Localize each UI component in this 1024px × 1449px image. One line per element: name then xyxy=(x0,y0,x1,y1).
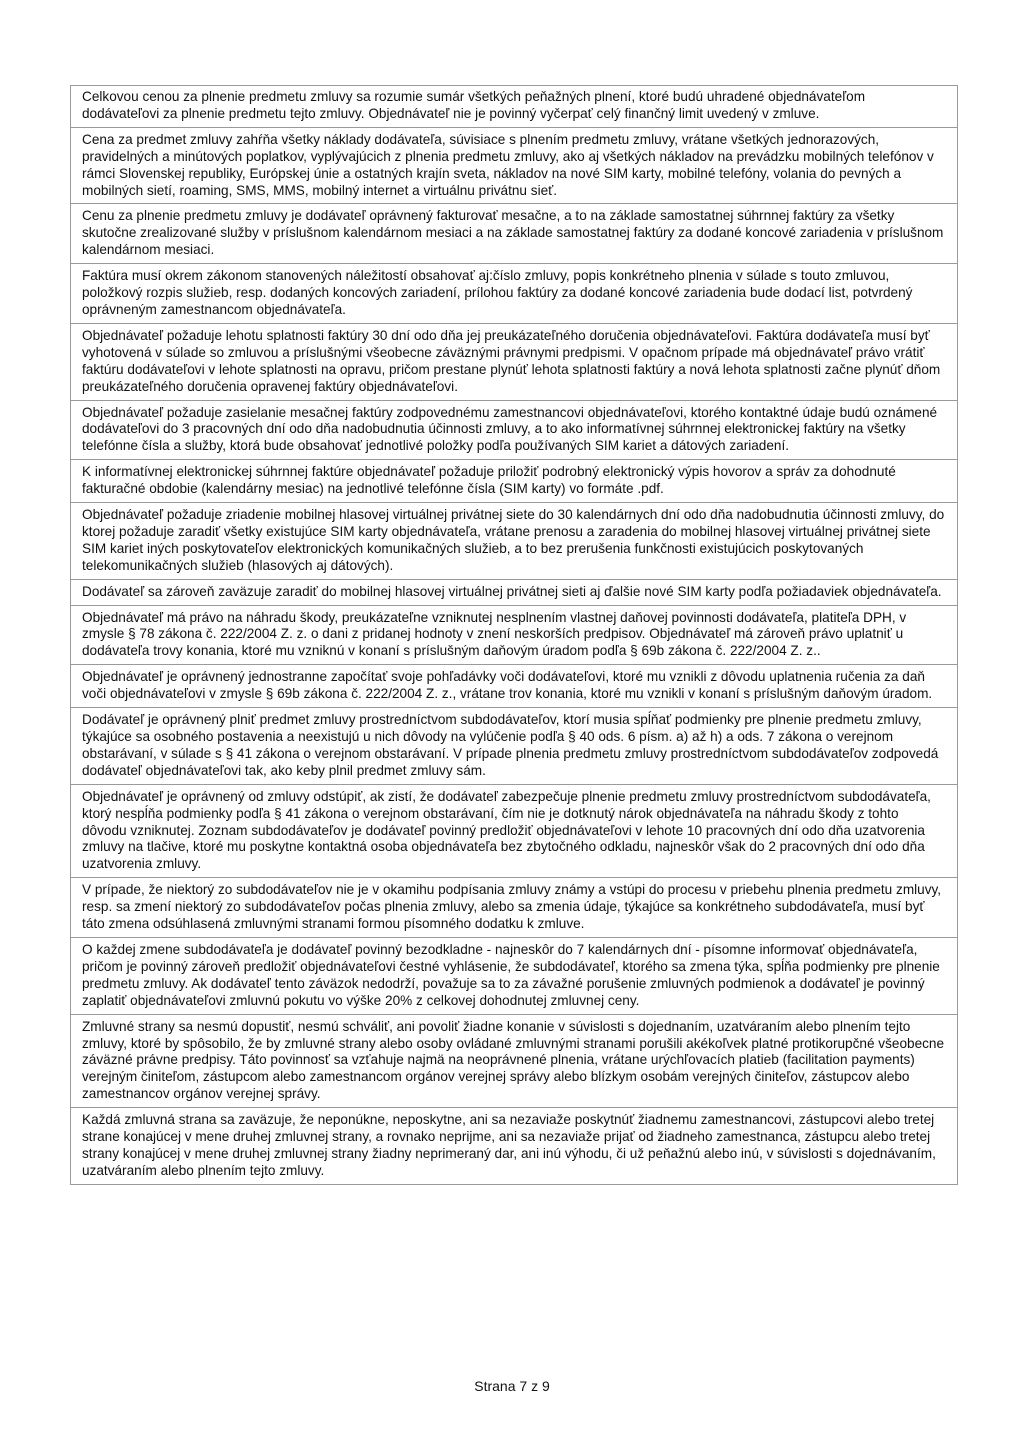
clause-cell: Dodávateľ je oprávnený plniť predmet zmluvy prostredníctvom subdodávateľov, ktorí musia spĺňať podmienky pre plnenie predmetu zmluvy, týkajúce sa osobného postavenia a neexistujú u nich dôvody na vylúčenie podľa § 40 ods. 6 písm. a) až h) a ods. 7 zákona o verejnom obstarávaní, v súlade s § 41 zákona o verejnom obstarávaní. V prípade plnenia predmetu zmluvy prostredníctvom subdodávateľov zodpovedá dodávateľ objednávateľovi tak, ako keby plnil predmet zmluvy sám. xyxy=(71,707,957,784)
clause-cell: Faktúra musí okrem zákonom stanovených náležitostí obsahovať aj:číslo zmluvy, popis konkrétneho plnenia v súlade s touto zmluvou, položkový rozpis služieb, resp. dodaných koncových zariadení, prílohou faktúry za dodané koncové zariadenia bude dodací list, potvrdený oprávneným zamestnancom objednávateľa. xyxy=(71,263,957,323)
clause-cell: Cena za predmet zmluvy zahŕňa všetky náklady dodávateľa, súvisiace s plnením predmetu zmluvy, vrátane všetkých jednorazových, pravidelných a minútových poplatkov, vyplývajúcich z plnenia predmetu zmluvy, ako aj všetkých nákladov na prevádzku mobilných telefónov v rámci Slovenskej republiky, Európskej únie a ostatných krajín sveta, nákladov na nové SIM karty, mobilné telefóny, volania do pevných a mobilných sietí, roaming, SMS, MMS, mobilný internet a virtuálnu privátnu sieť. xyxy=(71,127,957,204)
page-number: Strana 7 z 9 xyxy=(474,1378,550,1394)
clause-cell: K informatívnej elektronickej súhrnnej faktúre objednávateľ požaduje priložiť podrobný elektronický výpis hovorov a správ za dohodnuté fakturačné obdobie (kalendárny mesiac) na jednotlivé telefónne čísla (SIM karty) vo formáte .pdf. xyxy=(71,459,957,502)
clause-cell: Objednávateľ požaduje zasielanie mesačnej faktúry zodpovednému zamestnancovi objednávateľovi, ktorého kontaktné údaje budú oznámené dodávateľovi do 3 pracovných dní odo dňa nadobudnutia účinnosti zmluvy, a to ako informatívnej súhrnnej elektronickej faktúry na všetky telefónne čísla a služby, ktorá bude obsahovať jednotlivé položky podľa používaných SIM kariet a dátových zariadení. xyxy=(71,400,957,460)
clause-cell: Objednávateľ požaduje zriadenie mobilnej hlasovej virtuálnej privátnej siete do 30 kalendárnych dní odo dňa nadobudnutia účinnosti zmluvy, do ktorej požaduje zaradiť všetky existujúce SIM karty objednávateľa, vrátane prenosu a zaradenia do mobilnej hlasovej virtuálnej privátnej siete SIM kariet iných poskytovateľov elektronických komunikačných služieb, a to bez prerušenia funkčnosti existujúcich poskytovaných telekomunikačných služieb (hlasových aj dátových). xyxy=(71,502,957,579)
clause-cell: Celkovou cenou za plnenie predmetu zmluvy sa rozumie sumár všetkých peňažných plnení, ktoré budú uhradené objednávateľom dodávateľovi za plnenie predmetu tejto zmluvy. Objednávateľ nie je povinný vyčerpať celý finančný limit uvedený v zmluve. xyxy=(82,89,866,121)
clause-cell: Objednávateľ má právo na náhradu škody, preukázateľne vzniknutej nesplnením vlastnej daňovej povinnosti dodávateľa, platiteľa DPH, v zmysle § 78 zákona č. 222/2004 Z. z. o dani z pridanej hodnoty v znení neskorších predpisov. Objednávateľ má zároveň právo uplatniť u dodávateľa trovy konania, ktoré mu vzniknú v konaní s príslušným daňovým úradom podľa § 69b zákona č. 222/2004 Z. z.. xyxy=(71,605,957,665)
clause-cell: Cenu za plnenie predmetu zmluvy je dodávateľ oprávnený fakturovať mesačne, a to na základe samostatnej súhrnnej faktúry za všetky skutočne zrealizované služby v príslušnom kalendárnom mesiaci a na základe samostatnej faktúry za dodané koncové zariadenia v príslušnom kalendárnom mesiaci. xyxy=(71,203,957,263)
clause-cell: Zmluvné strany sa nesmú dopustiť, nesmú schváliť, ani povoliť žiadne konanie v súvislosti s dojednaním, uzatváraním alebo plnením tejto zmluvy, ktoré by spôsobilo, že by zmluvné strany alebo osoby ovládané zmluvnými stranami porušili akékoľvek platné protikorupčné všeobecne záväzné právne predpisy. Táto povinnosť sa vzťahuje najmä na neoprávnené plnenia, vrátane urýchľovacích platieb (facilitation payments) verejným činiteľom, zástupcom alebo zamestnancom orgánov verejnej správy alebo blízkym osobám verejných činiteľov, zástupcov alebo zamestnancov orgánov verejnej správy. xyxy=(71,1014,957,1108)
clause-cell: Objednávateľ je oprávnený od zmluvy odstúpiť, ak zistí, že dodávateľ zabezpečuje plnenie predmetu zmluvy prostredníctvom subdodávateľa, ktorý nespĺňa podmienky podľa § 41 zákona o verejnom obstarávaní, čím nie je dotknutý nárok objednávateľa na náhradu škody z tohto dôvodu vzniknutej. Zoznam subdodávateľov je dodávateľ povinný predložiť objednávateľovi v lehote 10 pracovných dní odo dňa uzatvorenia zmluvy na tlačive, ktoré mu poskytne kontaktná osoba objednávateľa bez zbytočného odkladu, najneskôr však do 2 pracovných dní odo dňa uzatvorenia zmluvy. xyxy=(71,784,957,878)
clause-cell: Objednávateľ požaduje lehotu splatnosti faktúry 30 dní odo dňa jej preukázateľného doručenia objednávateľovi. Faktúra dodávateľa musí byť vyhotovená v súlade so zmluvou a príslušnými všeobecne záväznými právnymi predpismi. V opačnom prípade má objednávateľ právo vrátiť faktúru dodávateľovi v lehote splatnosti na opravu, pričom prestane plynúť lehota splatnosti faktúry a nová lehota splatnosti začne plynúť dňom preukázateľného doručenia opravenej faktúry objednávateľovi. xyxy=(71,323,957,400)
clause-cell: Dodávateľ sa zároveň zaväzuje zaradiť do mobilnej hlasovej virtuálnej privátnej sieti aj ďalšie nové SIM karty podľa požiadaviek objednávateľa. xyxy=(71,579,957,605)
clause-cell: V prípade, že niektorý zo subdodávateľov nie je v okamihu podpísania zmluvy známy a vstúpi do procesu v priebehu plnenia predmetu zmluvy, resp. sa zmení niektorý zo subdodávateľov počas plnenia zmluvy, alebo sa zmenia údaje, týkajúce sa konkrétneho subdodávateľa, musí byť táto zmena odsúhlasená zmluvnými stranami formou písomného dodatku k zmluve. xyxy=(71,877,957,937)
clause-cell: O každej zmene subdodávateľa je dodávateľ povinný bezodkladne - najneskôr do 7 kalendárnych dní - písomne informovať objednávateľa, pričom je povinný zároveň predložiť objednávateľovi čestné vyhlásenie, že subdodávateľ, ktorého sa zmena týka, spĺňa podmienky pre plnenie predmetu zmluvy. Ak dodávateľ tento záväzok nedodrží, považuje sa to za závažné porušenie zmluvných podmienok a dodávateľ je povinný zaplatiť objednávateľovi zmluvnú pokutu vo výške 20% z celkovej dohodnutej zmluvnej ceny. xyxy=(71,937,957,1014)
clause-cell: Každá zmluvná strana sa zaväzuje, že neponúkne, neposkytne, ani sa nezaviaže poskytnúť žiadnemu zamestnancovi, zástupcovi alebo tretej strane konajúcej v mene druhej zmluvnej strany, a rovnako neprijme, ani sa nezaviaže prijať od žiadneho zamestnanca, zástupcu alebo tretej strany konajúcej v mene druhej zmluvnej strany žiadny neprimeraný dar, ani inú výhodu, či už peňažnú alebo inú, v súvislosti s dojednávaním, uzatváraním alebo plnením tejto zmluvy. xyxy=(71,1107,957,1184)
clause-cell: Objednávateľ je oprávnený jednostranne započítať svoje pohľadávky voči dodávateľovi, ktoré mu vznikli z dôvodu uplatnenia ručenia za daň voči objednávateľovi v zmysle § 69b zákona č. 222/2004 Z. z., vrátane trov konania, ktoré mu vznikli v konaní s príslušným daňovým úradom. xyxy=(71,664,957,707)
clauses-table xyxy=(70,85,958,1185)
